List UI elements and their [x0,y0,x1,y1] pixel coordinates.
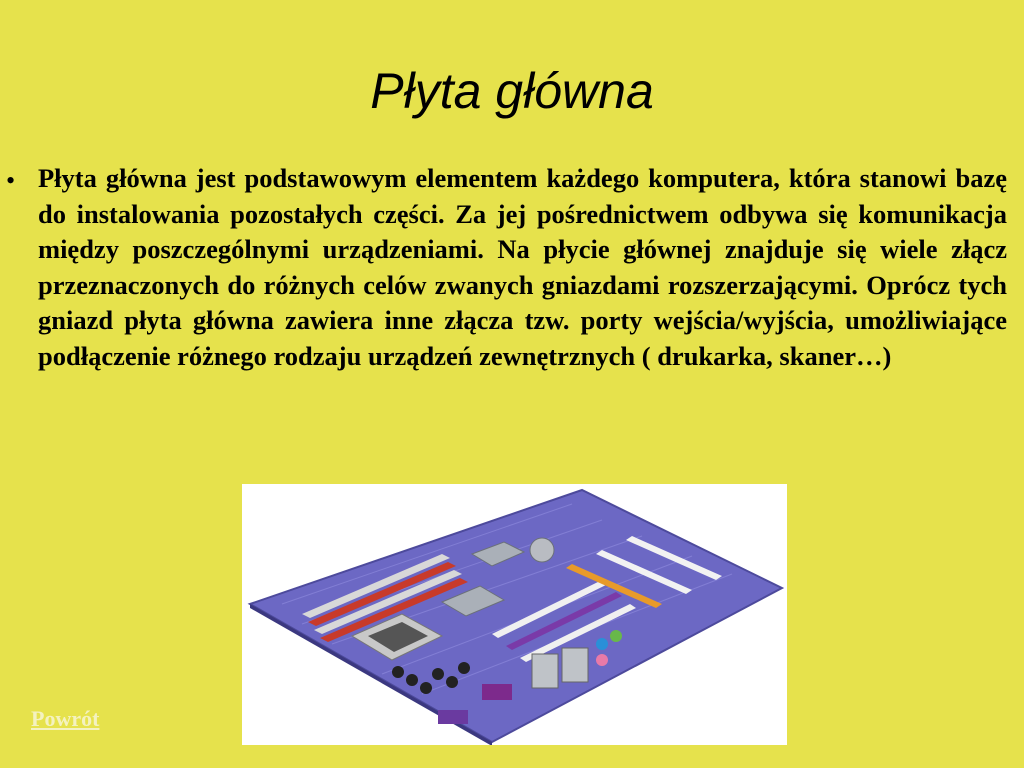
motherboard-illustration [242,484,787,745]
back-link[interactable]: Powrót [31,706,100,731]
bullet-marker: • [6,166,16,195]
motherboard-image [242,484,787,745]
chipset [530,538,554,562]
slide-body-text: Płyta główna jest podstawowym elementem każdego komputera, która stanowi bazę do instalowania pozostałych części. Za jej pośrednictwem odbywa się komunikacja między poszczególnymi urządzeniami. Na płycie głównej znajduje się wiele złącz przeznaczonych do różnych celów zwanych gniazdami rozszerzającymi. Oprócz tych gniazd płyta główna zawiera inne złącza tzw. porty wejścia/wyjścia, umożliwiające podłączenie różnego rodzaju urządzeń zewnętrznych ( drukarka, skaner…) [38,163,1007,371]
slide-title: Płyta główna [370,63,654,119]
